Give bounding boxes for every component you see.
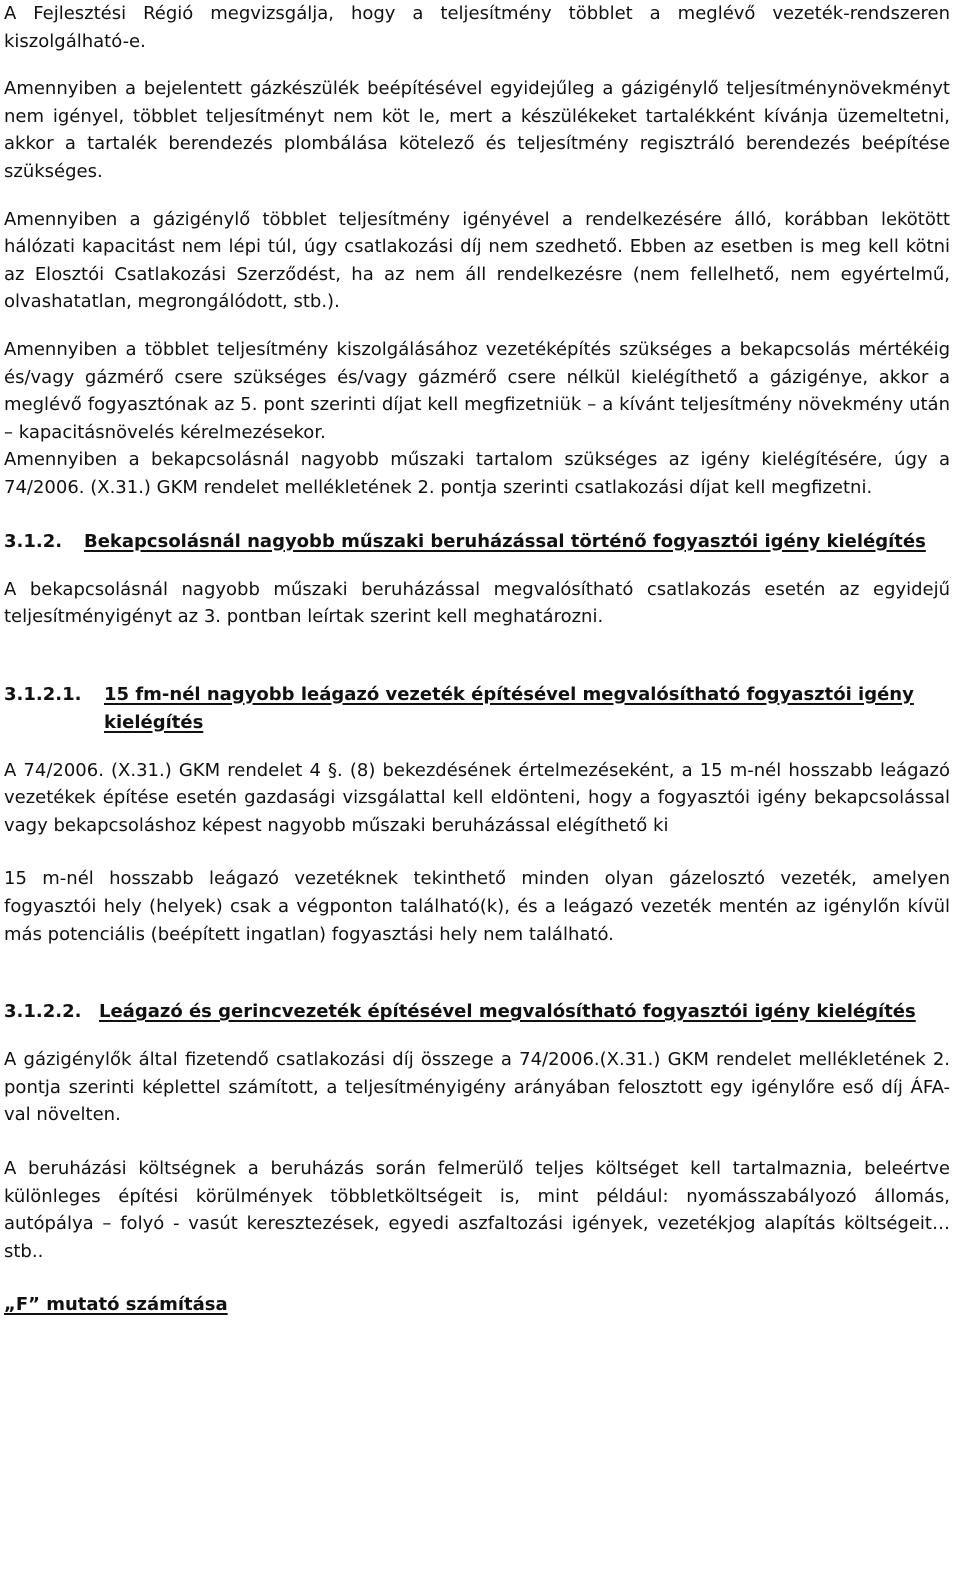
paragraph-simultaneous-demand: A bekapcsolásnál nagyobb műszaki beruházással megvalósítható csatlakozás esetén az egyidejű teljesítményigényt az 3. pontban leírtak szerint kell meghatározni.: [4, 578, 950, 628]
section-title: Leágazó és gerincvezeték építésével megvalósítható fogyasztói igény kielégítés: [99, 1001, 916, 1023]
section-number: 3.1.2.2.: [4, 1001, 82, 1023]
section-heading-f-indicator: [4, 1291, 950, 1319]
section-title: „F” mutató számítása: [4, 1294, 228, 1316]
paragraph-capacity-increase-fee: Amennyiben a többlet teljesítmény kiszolgálásához vezetéképítés szükséges a bekapcsolás mértékéig és/vagy gázmérő csere szükséges és/vagy gázmérő csere nélkül kielégíthető a gázigénye, akkor a meglévő fogyasztónak az 5. pont szerinti díjat kell megfizetniük – a kívánt teljesítmény növekmény után – kapacitásnövelés kérelmezésekor.: [4, 338, 950, 443]
paragraph-branch-pipe-definition: 15 m-nél hosszabb leágazó vezetéknek tekinthető minden olyan gázelosztó vezeték, amelyen fogyasztói hely (helyek) csak a végponton található(k), és a leágazó vezeték mentén az igénylőn kívül más potenciális (beépített ingatlan) fogyasztási hely nem található.: [4, 868, 950, 945]
paragraph-investment-cost: A beruházási költségnek a beruházás során felmerülő teljes költséget kell tartalmaznia, beleértve különleges építési körülmények többletköltségeit is, mint például: nyomásszabályozó állomás, autópálya – folyó - vasút keresztezések, egyedi aszfaltozási igények, vezetékjog alapítás költségeit…stb..: [4, 1158, 950, 1262]
section-number: 3.1.2.: [4, 530, 63, 552]
section-heading-3-1-2: [4, 528, 950, 556]
section-heading-3-1-2-1: [4, 681, 950, 737]
paragraph-connection-fee-amount: A gázigénylők által fizetendő csatlakozási díj összege a 74/2006.(X.31.) GKM rendelet mellékletének 2. pontja szerinti képlettel számított, a teljesítményigény arányában felosztott egy igénylőre eső díj ÁFA-val növelten.: [4, 1049, 950, 1126]
paragraph-no-connection-fee: Amennyiben a gázigénylő többlet teljesítmény igényével a rendelkezésére álló, korábban lekötött hálózati kapacitást nem lépi túl, úgy csatlakozási díj nem szedhető. Ebben az esetben is meg kell kötni az Elosztói Csatlakozási Szerződést, ha az nem áll rendelkezésre (nem fellelhető, nem egyértelmű, olvashatatlan, megrongálódott, stb.).: [4, 208, 950, 313]
paragraph-capacity-check: A Fejlesztési Régió megvizsgálja, hogy a teljesítmény többlet a meglévő vezeték-rendszeren kiszolgálható-e.: [4, 3, 950, 52]
paragraph-economic-analysis: A 74/2006. (X.31.) GKM rendelet 4 §. (8) bekezdésének értelmezéseként, a 15 m-nél hosszabb leágazó vezetékek építése esetén gazdasági vizsgálattal kell eldönteni, hogy a fogyasztói igény bekapcsolással vagy bekapcsoláshoz képest nagyobb műszaki beruházással elégíthető ki: [4, 759, 950, 836]
paragraph-connection-fee-rule: Amennyiben a bekapcsolásnál nagyobb műszaki tartalom szükséges az igény kielégítésére, úgy a 74/2006. (X.31.) GKM rendelet mellékletének 2. pontja szerinti csatlakozási díjat kell megfizetni.: [4, 449, 950, 498]
section-title: Bekapcsolásnál nagyobb műszaki beruházással történő fogyasztói igény kielégítés: [84, 530, 926, 552]
paragraph-reserve-equipment: Amennyiben a bejelentett gázkészülék beépítésével egyidejűleg a gázigénylő teljesítménynövekményt nem igényel, többlet teljesítményt nem köt le, mert a készülékeket tartalékként kívánja üzemeltetni, akkor a tartalék berendezés plombálása kötelező és teljesítmény regisztráló berendezés beépítése szükséges.: [4, 78, 950, 182]
section-title: 15 fm-nél nagyobb leágazó vezeték építésével megvalósítható fogyasztói igény kielégítés: [104, 683, 914, 733]
section-number: 3.1.2.1.: [4, 683, 82, 705]
section-heading-3-1-2-2: [4, 998, 950, 1026]
document-page: [4, 0, 950, 1319]
